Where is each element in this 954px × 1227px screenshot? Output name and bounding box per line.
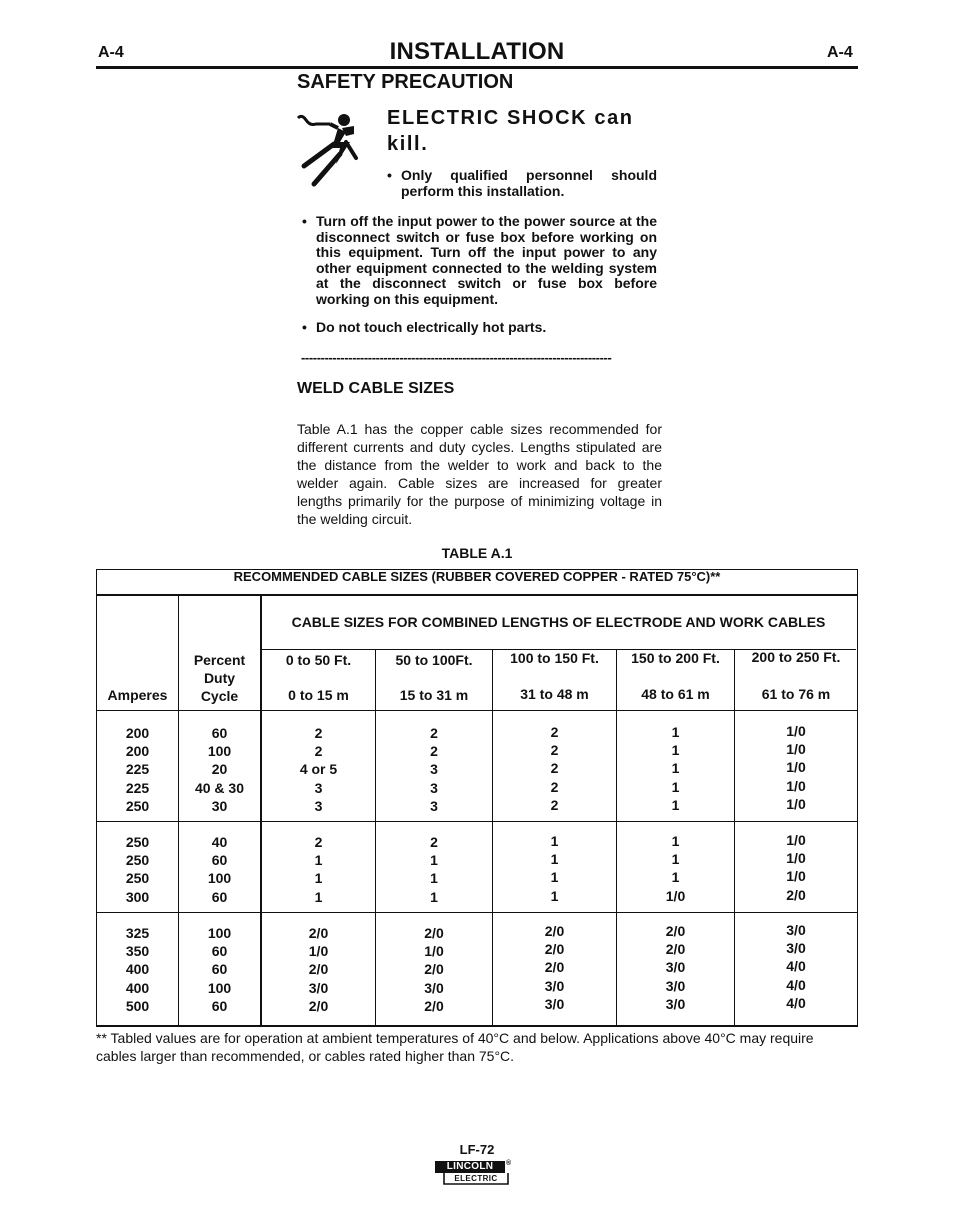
length-header-ft: 100 to 150 Ft. <box>510 650 599 666</box>
table-cell: 3 <box>430 761 438 778</box>
table-cell: 2/0 <box>544 959 565 976</box>
table-cell: 200 <box>125 725 150 741</box>
table-cell: 1 <box>671 796 680 813</box>
group1-size-col1 <box>262 724 375 815</box>
table-cell: 3/0 <box>786 940 806 957</box>
table-border-right <box>857 569 858 1027</box>
group3-size-col2 <box>376 924 492 1015</box>
group-divider <box>96 912 858 913</box>
table-cell: 40 <box>211 834 228 850</box>
table-cell: 250 <box>125 852 150 869</box>
table-cell: 300 <box>125 888 150 905</box>
table-cell: 1/0 <box>308 943 329 960</box>
duty-cycle-header <box>179 651 260 705</box>
safety-precaution-title: SAFETY PRECAUTION <box>297 71 514 93</box>
table-cell: 60 <box>211 888 228 905</box>
group3-size-col5 <box>735 921 857 1012</box>
table-cell: 3 <box>314 797 323 814</box>
table-cell: 1 <box>550 833 559 849</box>
length-header-ft: 0 to 50 Ft. <box>285 652 352 668</box>
lincoln-electric-logo <box>434 1160 514 1186</box>
table-cell: 2/0 <box>665 923 686 939</box>
table-cell: 2 <box>550 778 559 795</box>
table-cell: 3 <box>430 779 438 796</box>
table-cell: 400 <box>125 961 150 978</box>
table-cell: 1/0 <box>786 832 806 848</box>
table-cell: 1 <box>671 724 680 740</box>
table-cell: 60 <box>211 997 228 1014</box>
length-header-m: 61 to 76 m <box>761 686 831 702</box>
group-divider <box>96 821 858 822</box>
table-cell: 1/0 <box>786 759 806 776</box>
table-cell: 250 <box>125 797 150 814</box>
table-cell: 1 <box>671 869 680 886</box>
table-cell: 3 <box>430 797 438 814</box>
table-cell: 60 <box>211 852 228 869</box>
table-cell: 1/0 <box>786 795 806 812</box>
logo-bottom-text: ELECTRIC <box>454 1174 498 1183</box>
group1-size-col2 <box>376 724 492 815</box>
table-caption: TABLE A.1 <box>441 545 513 561</box>
table-cell: 60 <box>211 961 228 978</box>
weld-cable-sizes-title: WELD CABLE SIZES <box>297 380 455 397</box>
length-header-m: 31 to 48 m <box>520 686 589 702</box>
table-cell: 3/0 <box>308 979 329 996</box>
table-cell: 1/0 <box>786 741 806 758</box>
table-cell: 100 <box>207 870 232 887</box>
table-cell: 3/0 <box>544 977 565 994</box>
banner-divider <box>96 594 858 596</box>
table-cell: 4/0 <box>786 958 806 975</box>
table-cell: 1 <box>671 760 680 777</box>
table-cell: 325 <box>125 925 150 941</box>
length-header-ft: 50 to 100Ft. <box>395 652 473 668</box>
table-cell: 2/0 <box>424 997 444 1014</box>
group2-size-col1 <box>262 833 375 906</box>
table-cell: 2 <box>550 796 559 813</box>
group2-amperes <box>97 833 178 906</box>
table-cell: 2 <box>430 725 438 741</box>
shock-bullet <box>387 168 657 202</box>
table-cell: 3/0 <box>665 977 686 994</box>
group2-duty <box>179 833 260 906</box>
table-cell: 350 <box>125 943 150 960</box>
table-cell: 225 <box>125 779 150 796</box>
table-banner: RECOMMENDED CABLE SIZES (RUBBER COVERED COPPER - RATED 75°C)** <box>233 569 721 584</box>
table-cell: 250 <box>125 870 150 887</box>
table-cell: 2/0 <box>665 941 686 958</box>
table-cell: 2 <box>550 724 559 740</box>
table-cell: 200 <box>125 743 150 760</box>
table-cell: 1 <box>430 852 438 869</box>
table-cell: 1/0 <box>786 850 806 867</box>
table-cell: 1 <box>430 870 438 887</box>
table-cell: 400 <box>125 979 150 996</box>
group2-size-col3 <box>493 832 616 905</box>
table-cell: 1 <box>550 887 559 904</box>
group2-size-col5 <box>735 831 857 904</box>
table-cell: 1/0 <box>786 777 806 794</box>
table-cell: 1 <box>430 888 438 905</box>
duty-header-line: Cycle <box>200 688 239 704</box>
group1-size-col3 <box>493 723 616 814</box>
duty-header-line: Duty <box>203 670 236 686</box>
table-cell: 500 <box>125 997 150 1014</box>
group3-size-col4 <box>617 922 734 1013</box>
registered-mark: ® <box>506 1160 512 1167</box>
page-code-left: A-4 <box>98 44 124 61</box>
table-cell: 2 <box>550 742 559 759</box>
group1-duty <box>179 724 260 815</box>
page-title: INSTALLATION <box>389 38 565 65</box>
shock-bullet-text: Only qualified personnel should perform this installation. <box>401 167 657 199</box>
header-divider <box>96 710 858 711</box>
table-cell: 60 <box>211 943 228 960</box>
table-border-bottom <box>96 1025 858 1027</box>
group1-size-col4 <box>617 723 734 814</box>
table-cell: 2/0 <box>424 961 444 978</box>
table-cell: 2 <box>430 743 438 760</box>
amperes-header: Amperes <box>107 687 168 703</box>
table-cell: 3/0 <box>424 979 444 996</box>
table-cell: 1 <box>314 870 323 887</box>
group3-size-col3 <box>493 922 616 1013</box>
group1-amperes <box>97 724 178 815</box>
table-cell: 2/0 <box>424 925 444 941</box>
table-cell: 4/0 <box>786 994 806 1011</box>
table-cell: 30 <box>211 797 228 814</box>
electric-shock-warning-icon <box>296 108 366 188</box>
table-cell: 3 <box>314 779 323 796</box>
length-header-ft: 200 to 250 Ft. <box>751 649 841 665</box>
bullet-glyph: • <box>302 319 307 335</box>
table-cell: 2 <box>314 743 323 760</box>
bullet-glyph: • <box>302 213 307 229</box>
duty-header-line: Percent <box>193 652 246 668</box>
table-cell: 1 <box>671 742 680 759</box>
electric-shock-heading: ELECTRIC SHOCK can kill. <box>387 107 634 155</box>
table-cell: 100 <box>207 743 232 760</box>
header-rule <box>96 66 858 69</box>
length-header-ft: 150 to 200 Ft. <box>631 650 720 666</box>
table-cell: 1/0 <box>424 943 444 960</box>
table-cell: 1 <box>671 851 680 868</box>
table-cell: 2 <box>430 834 438 850</box>
table-cell: 1 <box>671 778 680 795</box>
bullet-glyph: • <box>387 167 392 183</box>
table-cell: 2/0 <box>308 997 329 1014</box>
table-cell: 4/0 <box>786 976 806 993</box>
table-cell: 3/0 <box>665 995 686 1012</box>
table-cell: 60 <box>211 725 228 741</box>
group3-amperes <box>97 924 178 1015</box>
table-cell: 1 <box>314 852 323 869</box>
table-cell: 1 <box>671 833 680 849</box>
footer-model-code: LF-72 <box>459 1142 495 1157</box>
table-cell: 2 <box>314 834 323 850</box>
table-cell: 1 <box>314 888 323 905</box>
table-cell: 3/0 <box>544 995 565 1012</box>
safety-bullet-text: Do not touch electrically hot parts. <box>316 319 547 335</box>
safety-bullet-hot-parts <box>302 320 657 338</box>
table-cell: 3/0 <box>786 922 806 938</box>
table-cell: 2 <box>550 760 559 777</box>
table-cell: 1/0 <box>665 887 686 904</box>
length-header-m: 48 to 61 m <box>641 686 710 702</box>
table-cell: 100 <box>207 925 232 941</box>
group3-duty <box>179 924 260 1015</box>
weld-cable-paragraph: Table A.1 has the copper cable sizes recommended for different currents and duty cycles. Lengths stipulated are the distance from the welder to work and back to the welder again. Cable sizes are increased for greater lengths primarily for the purpose of minimizing voltage in the welding circuit. <box>297 421 662 527</box>
table-cell: 100 <box>207 979 232 996</box>
table-cell: 2/0 <box>308 961 329 978</box>
table-cell: 1 <box>550 869 559 886</box>
table-cell: 1 <box>550 851 559 868</box>
combined-lengths-header: CABLE SIZES FOR COMBINED LENGTHS OF ELECTRODE AND WORK CABLES <box>291 614 826 630</box>
group3-size-col1 <box>262 924 375 1015</box>
table-cell: 2/0 <box>544 923 565 939</box>
section-divider: ------------------------------------------------------------------------------- <box>301 350 612 365</box>
page-code-right: A-4 <box>827 44 853 61</box>
safety-bullet-power-off <box>302 214 657 309</box>
table-cell: 4 or 5 <box>299 761 338 778</box>
table-cell: 40 & 30 <box>194 779 245 796</box>
table-cell: 2/0 <box>308 925 329 941</box>
table-cell: 250 <box>125 834 150 850</box>
table-cell: 2 <box>314 725 323 741</box>
table-cell: 1/0 <box>786 723 806 739</box>
table-cell: 2/0 <box>544 941 565 958</box>
logo-top-text: LINCOLN <box>446 1161 494 1172</box>
table-cell: 1/0 <box>786 868 806 885</box>
table-footnote: ** Tabled values are for operation at ambient temperatures of 40°C and below. Applications above 40°C may require cables larger than recommended, or cables rated higher than 75°C. <box>96 1030 814 1064</box>
table-cell: 225 <box>125 761 150 778</box>
length-header-m: 15 to 31 m <box>399 687 469 703</box>
length-header-m: 0 to 15 m <box>288 687 349 703</box>
table-cell: 20 <box>211 761 228 778</box>
group2-size-col2 <box>376 833 492 906</box>
safety-bullet-text: Turn off the input power to the power source at the disconnect switch or fuse box before working on this equipment. Turn off the input power to any other equipment connected to the welding system at the disconnect switch or fuse box before working on this equipment. <box>316 213 657 307</box>
group1-size-col5 <box>735 722 857 813</box>
table-cell: 3/0 <box>665 959 686 976</box>
table-cell: 2/0 <box>786 886 806 903</box>
group2-size-col4 <box>617 832 734 905</box>
